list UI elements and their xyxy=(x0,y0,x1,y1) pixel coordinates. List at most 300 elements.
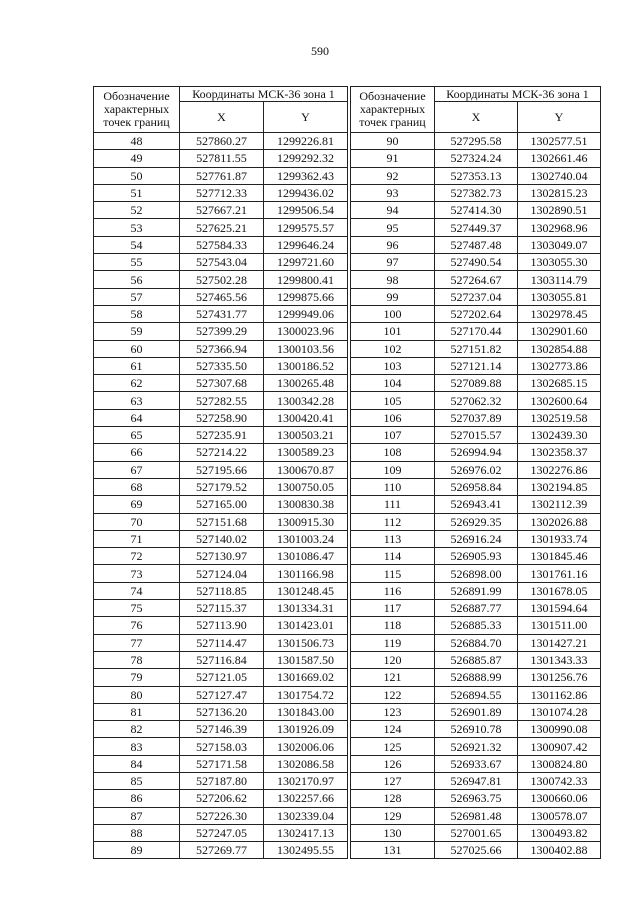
y-coordinate-cell: 1300589.23 xyxy=(264,444,348,461)
y-coordinate-cell: 1300742.33 xyxy=(518,772,601,789)
point-number-cell: 127 xyxy=(351,772,435,789)
point-number-cell: 115 xyxy=(351,565,435,582)
x-coordinate-cell: 526976.02 xyxy=(435,461,518,478)
point-number-cell: 118 xyxy=(351,617,435,634)
point-number-cell: 120 xyxy=(351,651,435,668)
y-coordinate-cell: 1300186.52 xyxy=(264,357,348,374)
y-coordinate-cell: 1300915.30 xyxy=(264,513,348,530)
point-number-cell: 70 xyxy=(94,513,180,530)
point-number-cell: 73 xyxy=(94,565,180,582)
point-number-cell: 91 xyxy=(351,150,435,167)
y-coordinate-cell: 1302276.86 xyxy=(518,461,601,478)
point-number-cell: 90 xyxy=(351,133,435,150)
table-row xyxy=(351,427,601,444)
table-body xyxy=(351,133,601,859)
point-number-cell: 85 xyxy=(94,772,180,789)
table-row xyxy=(94,513,348,530)
x-coordinate-cell: 527335.50 xyxy=(180,357,264,374)
point-number-cell: 78 xyxy=(94,651,180,668)
point-number-cell: 116 xyxy=(351,582,435,599)
x-coordinate-cell: 526910.78 xyxy=(435,721,518,738)
table-body xyxy=(94,133,348,859)
x-coordinate-cell: 527114.47 xyxy=(180,634,264,651)
x-coordinate-cell: 527264.67 xyxy=(435,271,518,288)
table-row xyxy=(94,651,348,668)
point-number-cell: 57 xyxy=(94,288,180,305)
point-number-cell: 61 xyxy=(94,357,180,374)
point-number-cell: 113 xyxy=(351,530,435,547)
point-number-cell: 130 xyxy=(351,824,435,841)
x-coordinate-cell: 527001.65 xyxy=(435,824,518,841)
y-coordinate-cell: 1300824.80 xyxy=(518,755,601,772)
point-number-cell: 97 xyxy=(351,254,435,271)
x-coordinate-cell: 527115.37 xyxy=(180,600,264,617)
table-row xyxy=(94,202,348,219)
point-number-cell: 51 xyxy=(94,184,180,201)
x-coordinate-cell: 527382.73 xyxy=(435,184,518,201)
y-coordinate-cell: 1300402.88 xyxy=(518,842,601,859)
point-number-cell: 131 xyxy=(351,842,435,859)
x-coordinate-cell: 527089.88 xyxy=(435,375,518,392)
table-row xyxy=(94,842,348,859)
point-number-cell: 72 xyxy=(94,548,180,565)
point-number-cell: 68 xyxy=(94,478,180,495)
table-row xyxy=(351,807,601,824)
y-coordinate-cell: 1300265.48 xyxy=(264,375,348,392)
y-coordinate-cell: 1301506.73 xyxy=(264,634,348,651)
point-number-cell: 82 xyxy=(94,721,180,738)
table-row xyxy=(94,375,348,392)
point-number-cell: 77 xyxy=(94,634,180,651)
table-row xyxy=(351,513,601,530)
point-number-cell: 86 xyxy=(94,790,180,807)
y-coordinate-cell: 1302339.04 xyxy=(264,807,348,824)
y-coordinate-cell: 1299875.66 xyxy=(264,288,348,305)
table-row xyxy=(351,409,601,426)
x-coordinate-cell: 527366.94 xyxy=(180,340,264,357)
table-row xyxy=(94,634,348,651)
x-coordinate-cell: 527712.33 xyxy=(180,184,264,201)
y-coordinate-cell: 1302194.85 xyxy=(518,478,601,495)
x-coordinate-cell: 527247.05 xyxy=(180,824,264,841)
y-coordinate-cell: 1302170.97 xyxy=(264,772,348,789)
table-row xyxy=(351,461,601,478)
x-coordinate-cell: 527116.84 xyxy=(180,651,264,668)
table-row xyxy=(94,271,348,288)
y-coordinate-cell: 1301343.33 xyxy=(518,651,601,668)
table-row xyxy=(94,548,348,565)
table-row xyxy=(351,530,601,547)
x-coordinate-cell: 527431.77 xyxy=(180,305,264,322)
table-row xyxy=(351,236,601,253)
table-row xyxy=(351,651,601,668)
x-coordinate-cell: 527037.89 xyxy=(435,409,518,426)
x-coordinate-cell: 527237.04 xyxy=(435,288,518,305)
y-coordinate-cell: 1301427.21 xyxy=(518,634,601,651)
y-coordinate-cell: 1299575.57 xyxy=(264,219,348,236)
y-coordinate-cell: 1303055.81 xyxy=(518,288,601,305)
y-coordinate-cell: 1299226.81 xyxy=(264,133,348,150)
y-coordinate-cell: 1303049.07 xyxy=(518,236,601,253)
x-coordinate-cell: 527130.97 xyxy=(180,548,264,565)
coordinates-table-right xyxy=(350,86,601,859)
y-coordinate-cell: 1302358.37 xyxy=(518,444,601,461)
table-row xyxy=(94,669,348,686)
x-coordinate-cell: 527146.39 xyxy=(180,721,264,738)
x-coordinate-cell: 527258.90 xyxy=(180,409,264,426)
x-coordinate-cell: 527282.55 xyxy=(180,392,264,409)
y-coordinate-cell: 1302112.39 xyxy=(518,496,601,513)
table-row xyxy=(351,548,601,565)
x-coordinate-cell: 527543.04 xyxy=(180,254,264,271)
point-number-cell: 84 xyxy=(94,755,180,772)
table-row xyxy=(351,305,601,322)
point-number-cell: 48 xyxy=(94,133,180,150)
table-row xyxy=(351,617,601,634)
y-coordinate-cell: 1301256.76 xyxy=(518,669,601,686)
table-row xyxy=(351,565,601,582)
table-row xyxy=(351,669,601,686)
x-coordinate-cell: 527226.30 xyxy=(180,807,264,824)
x-coordinate-cell: 527113.90 xyxy=(180,617,264,634)
y-coordinate-cell: 1300023.96 xyxy=(264,323,348,340)
y-coordinate-cell: 1299362.43 xyxy=(264,167,348,184)
point-number-cell: 69 xyxy=(94,496,180,513)
y-coordinate-cell: 1302257.66 xyxy=(264,790,348,807)
table-row xyxy=(351,738,601,755)
table-row xyxy=(351,167,601,184)
table-row xyxy=(94,219,348,236)
table-row xyxy=(94,236,348,253)
y-coordinate-cell: 1301003.24 xyxy=(264,530,348,547)
point-number-cell: 65 xyxy=(94,427,180,444)
x-coordinate-cell: 527170.44 xyxy=(435,323,518,340)
y-coordinate-cell: 1299800.41 xyxy=(264,271,348,288)
y-coordinate-cell: 1301933.74 xyxy=(518,530,601,547)
y-coordinate-cell: 1302968.96 xyxy=(518,219,601,236)
point-designation-header: Обозначение характерных точек границ xyxy=(351,87,435,133)
x-coordinate-cell: 527151.82 xyxy=(435,340,518,357)
coordinates-table-left xyxy=(93,86,348,859)
y-coordinate-cell: 1299506.54 xyxy=(264,202,348,219)
table-row xyxy=(94,461,348,478)
table-row xyxy=(94,444,348,461)
y-coordinate-cell: 1299949.06 xyxy=(264,305,348,322)
table-row xyxy=(351,755,601,772)
point-number-cell: 100 xyxy=(351,305,435,322)
table-row xyxy=(351,133,601,150)
point-number-cell: 111 xyxy=(351,496,435,513)
x-coordinate-cell: 526898.00 xyxy=(435,565,518,582)
table-row xyxy=(351,496,601,513)
point-number-cell: 122 xyxy=(351,686,435,703)
y-coordinate-cell: 1302815.23 xyxy=(518,184,601,201)
table-row xyxy=(94,305,348,322)
y-coordinate-cell: 1301926.09 xyxy=(264,721,348,738)
y-coordinate-cell: 1302661.46 xyxy=(518,150,601,167)
x-coordinate-cell: 527202.64 xyxy=(435,305,518,322)
x-coordinate-cell: 527667.21 xyxy=(180,202,264,219)
y-coordinate-cell: 1300578.07 xyxy=(518,807,601,824)
y-coordinate-cell: 1301248.45 xyxy=(264,582,348,599)
y-coordinate-cell: 1302006.06 xyxy=(264,738,348,755)
point-number-cell: 98 xyxy=(351,271,435,288)
x-coordinate-cell: 526901.89 xyxy=(435,703,518,720)
y-coordinate-cell: 1303055.30 xyxy=(518,254,601,271)
point-number-cell: 121 xyxy=(351,669,435,686)
y-coordinate-cell: 1300342.28 xyxy=(264,392,348,409)
table-row xyxy=(351,150,601,167)
x-coordinate-cell: 527121.14 xyxy=(435,357,518,374)
table-row xyxy=(351,340,601,357)
y-coordinate-cell: 1301086.47 xyxy=(264,548,348,565)
x-coordinate-cell: 527490.54 xyxy=(435,254,518,271)
y-coordinate-cell: 1299292.32 xyxy=(264,150,348,167)
x-column-header: X xyxy=(435,102,518,133)
point-number-cell: 62 xyxy=(94,375,180,392)
table-row xyxy=(94,772,348,789)
x-coordinate-cell: 527399.29 xyxy=(180,323,264,340)
point-number-cell: 75 xyxy=(94,600,180,617)
x-coordinate-cell: 526894.55 xyxy=(435,686,518,703)
y-coordinate-cell: 1301166.98 xyxy=(264,565,348,582)
table-row xyxy=(94,790,348,807)
x-coordinate-cell: 527124.04 xyxy=(180,565,264,582)
y-coordinate-cell: 1301074.28 xyxy=(518,703,601,720)
point-number-cell: 60 xyxy=(94,340,180,357)
point-number-cell: 58 xyxy=(94,305,180,322)
table-row xyxy=(94,824,348,841)
point-number-cell: 56 xyxy=(94,271,180,288)
x-coordinate-cell: 526885.33 xyxy=(435,617,518,634)
point-number-cell: 99 xyxy=(351,288,435,305)
y-coordinate-cell: 1301761.16 xyxy=(518,565,601,582)
y-coordinate-cell: 1302439.30 xyxy=(518,427,601,444)
y-coordinate-cell: 1300750.05 xyxy=(264,478,348,495)
table-row xyxy=(351,357,601,374)
x-coordinate-cell: 526933.67 xyxy=(435,755,518,772)
point-number-cell: 94 xyxy=(351,202,435,219)
y-coordinate-cell: 1299436.02 xyxy=(264,184,348,201)
table-row xyxy=(94,496,348,513)
x-coordinate-cell: 526981.48 xyxy=(435,807,518,824)
point-number-cell: 107 xyxy=(351,427,435,444)
y-coordinate-cell: 1301162.86 xyxy=(518,686,601,703)
table-row xyxy=(351,202,601,219)
table-row xyxy=(94,478,348,495)
x-coordinate-cell: 526994.94 xyxy=(435,444,518,461)
point-number-cell: 50 xyxy=(94,167,180,184)
point-number-cell: 52 xyxy=(94,202,180,219)
x-coordinate-cell: 527062.32 xyxy=(435,392,518,409)
coordinates-system-header: Координаты МСК-36 зона 1 xyxy=(435,87,601,102)
table-row xyxy=(351,271,601,288)
table-row xyxy=(351,600,601,617)
point-number-cell: 124 xyxy=(351,721,435,738)
point-number-cell: 89 xyxy=(94,842,180,859)
y-coordinate-cell: 1301754.72 xyxy=(264,686,348,703)
x-coordinate-cell: 527487.48 xyxy=(435,236,518,253)
x-coordinate-cell: 527140.02 xyxy=(180,530,264,547)
x-coordinate-cell: 526947.81 xyxy=(435,772,518,789)
point-number-cell: 63 xyxy=(94,392,180,409)
table-row xyxy=(94,703,348,720)
table-row xyxy=(351,721,601,738)
point-number-cell: 108 xyxy=(351,444,435,461)
y-coordinate-cell: 1300420.41 xyxy=(264,409,348,426)
table-row xyxy=(94,357,348,374)
table-row xyxy=(94,392,348,409)
y-coordinate-cell: 1301334.31 xyxy=(264,600,348,617)
point-number-cell: 79 xyxy=(94,669,180,686)
x-coordinate-cell: 527269.77 xyxy=(180,842,264,859)
x-coordinate-cell: 527307.68 xyxy=(180,375,264,392)
table-row xyxy=(351,634,601,651)
y-coordinate-cell: 1300493.82 xyxy=(518,824,601,841)
table-row xyxy=(351,392,601,409)
point-number-cell: 128 xyxy=(351,790,435,807)
point-number-cell: 76 xyxy=(94,617,180,634)
point-number-cell: 129 xyxy=(351,807,435,824)
point-number-cell: 80 xyxy=(94,686,180,703)
point-number-cell: 59 xyxy=(94,323,180,340)
x-coordinate-cell: 527811.55 xyxy=(180,150,264,167)
x-coordinate-cell: 526958.84 xyxy=(435,478,518,495)
table-row xyxy=(94,565,348,582)
point-number-cell: 66 xyxy=(94,444,180,461)
table-row xyxy=(94,582,348,599)
y-coordinate-cell: 1300503.21 xyxy=(264,427,348,444)
point-number-cell: 81 xyxy=(94,703,180,720)
y-coordinate-cell: 1302417.13 xyxy=(264,824,348,841)
table-row xyxy=(351,219,601,236)
table-row xyxy=(94,530,348,547)
x-coordinate-cell: 527860.27 xyxy=(180,133,264,150)
point-number-cell: 104 xyxy=(351,375,435,392)
x-coordinate-cell: 527121.05 xyxy=(180,669,264,686)
y-coordinate-cell: 1301845.46 xyxy=(518,548,601,565)
y-coordinate-cell: 1301587.50 xyxy=(264,651,348,668)
table-row xyxy=(351,824,601,841)
x-coordinate-cell: 527449.37 xyxy=(435,219,518,236)
y-coordinate-cell: 1299646.24 xyxy=(264,236,348,253)
x-coordinate-cell: 527206.62 xyxy=(180,790,264,807)
table-row xyxy=(94,755,348,772)
y-coordinate-cell: 1300907.42 xyxy=(518,738,601,755)
x-coordinate-cell: 527127.47 xyxy=(180,686,264,703)
x-coordinate-cell: 527151.68 xyxy=(180,513,264,530)
x-coordinate-cell: 527414.30 xyxy=(435,202,518,219)
y-coordinate-cell: 1300670.87 xyxy=(264,461,348,478)
point-number-cell: 53 xyxy=(94,219,180,236)
table-row xyxy=(94,340,348,357)
y-coordinate-cell: 1302577.51 xyxy=(518,133,601,150)
y-coordinate-cell: 1302086.58 xyxy=(264,755,348,772)
x-coordinate-cell: 526943.41 xyxy=(435,496,518,513)
table-row xyxy=(94,600,348,617)
x-coordinate-cell: 527235.91 xyxy=(180,427,264,444)
table-row xyxy=(94,184,348,201)
point-number-cell: 103 xyxy=(351,357,435,374)
y-coordinate-cell: 1302773.86 xyxy=(518,357,601,374)
x-coordinate-cell: 527187.80 xyxy=(180,772,264,789)
y-coordinate-cell: 1302740.04 xyxy=(518,167,601,184)
table-row xyxy=(94,288,348,305)
y-coordinate-cell: 1301423.01 xyxy=(264,617,348,634)
y-coordinate-cell: 1300660.06 xyxy=(518,790,601,807)
y-coordinate-cell: 1300103.56 xyxy=(264,340,348,357)
y-coordinate-cell: 1302901.60 xyxy=(518,323,601,340)
x-coordinate-cell: 527465.56 xyxy=(180,288,264,305)
table-row xyxy=(94,721,348,738)
point-number-cell: 67 xyxy=(94,461,180,478)
point-number-cell: 110 xyxy=(351,478,435,495)
y-coordinate-cell: 1300830.38 xyxy=(264,496,348,513)
y-coordinate-cell: 1301669.02 xyxy=(264,669,348,686)
x-coordinate-cell: 526929.35 xyxy=(435,513,518,530)
x-coordinate-cell: 526963.75 xyxy=(435,790,518,807)
x-coordinate-cell: 527195.66 xyxy=(180,461,264,478)
x-coordinate-cell: 527158.03 xyxy=(180,738,264,755)
y-coordinate-cell: 1301843.00 xyxy=(264,703,348,720)
y-coordinate-cell: 1299721.60 xyxy=(264,254,348,271)
table-row xyxy=(351,703,601,720)
y-coordinate-cell: 1301511.00 xyxy=(518,617,601,634)
point-number-cell: 105 xyxy=(351,392,435,409)
point-number-cell: 101 xyxy=(351,323,435,340)
x-coordinate-cell: 527214.22 xyxy=(180,444,264,461)
x-coordinate-cell: 527584.33 xyxy=(180,236,264,253)
y-coordinate-cell: 1301678.05 xyxy=(518,582,601,599)
table-row xyxy=(351,772,601,789)
x-coordinate-cell: 526905.93 xyxy=(435,548,518,565)
y-coordinate-cell: 1302890.51 xyxy=(518,202,601,219)
point-number-cell: 49 xyxy=(94,150,180,167)
y-column-header: Y xyxy=(518,102,601,133)
table-row xyxy=(351,842,601,859)
x-coordinate-cell: 527025.66 xyxy=(435,842,518,859)
point-designation-header: Обозначение характерных точек границ xyxy=(94,87,180,133)
y-coordinate-cell: 1303114.79 xyxy=(518,271,601,288)
point-number-cell: 119 xyxy=(351,634,435,651)
coordinates-system-header: Координаты МСК-36 зона 1 xyxy=(180,87,348,102)
y-coordinate-cell: 1302600.64 xyxy=(518,392,601,409)
table-row xyxy=(94,323,348,340)
y-column-header: Y xyxy=(264,102,348,133)
table-row xyxy=(94,807,348,824)
table-row xyxy=(351,582,601,599)
point-number-cell: 64 xyxy=(94,409,180,426)
y-coordinate-cell: 1302854.88 xyxy=(518,340,601,357)
x-coordinate-cell: 527179.52 xyxy=(180,478,264,495)
point-number-cell: 55 xyxy=(94,254,180,271)
x-column-header: X xyxy=(180,102,264,133)
point-number-cell: 96 xyxy=(351,236,435,253)
table-row xyxy=(351,375,601,392)
x-coordinate-cell: 527136.20 xyxy=(180,703,264,720)
table-row xyxy=(351,686,601,703)
x-coordinate-cell: 527171.58 xyxy=(180,755,264,772)
x-coordinate-cell: 527118.85 xyxy=(180,582,264,599)
table-row xyxy=(351,323,601,340)
y-coordinate-cell: 1302978.45 xyxy=(518,305,601,322)
y-coordinate-cell: 1302495.55 xyxy=(264,842,348,859)
point-number-cell: 95 xyxy=(351,219,435,236)
table-row xyxy=(94,738,348,755)
x-coordinate-cell: 527015.57 xyxy=(435,427,518,444)
y-coordinate-cell: 1302685.15 xyxy=(518,375,601,392)
table-row xyxy=(351,184,601,201)
